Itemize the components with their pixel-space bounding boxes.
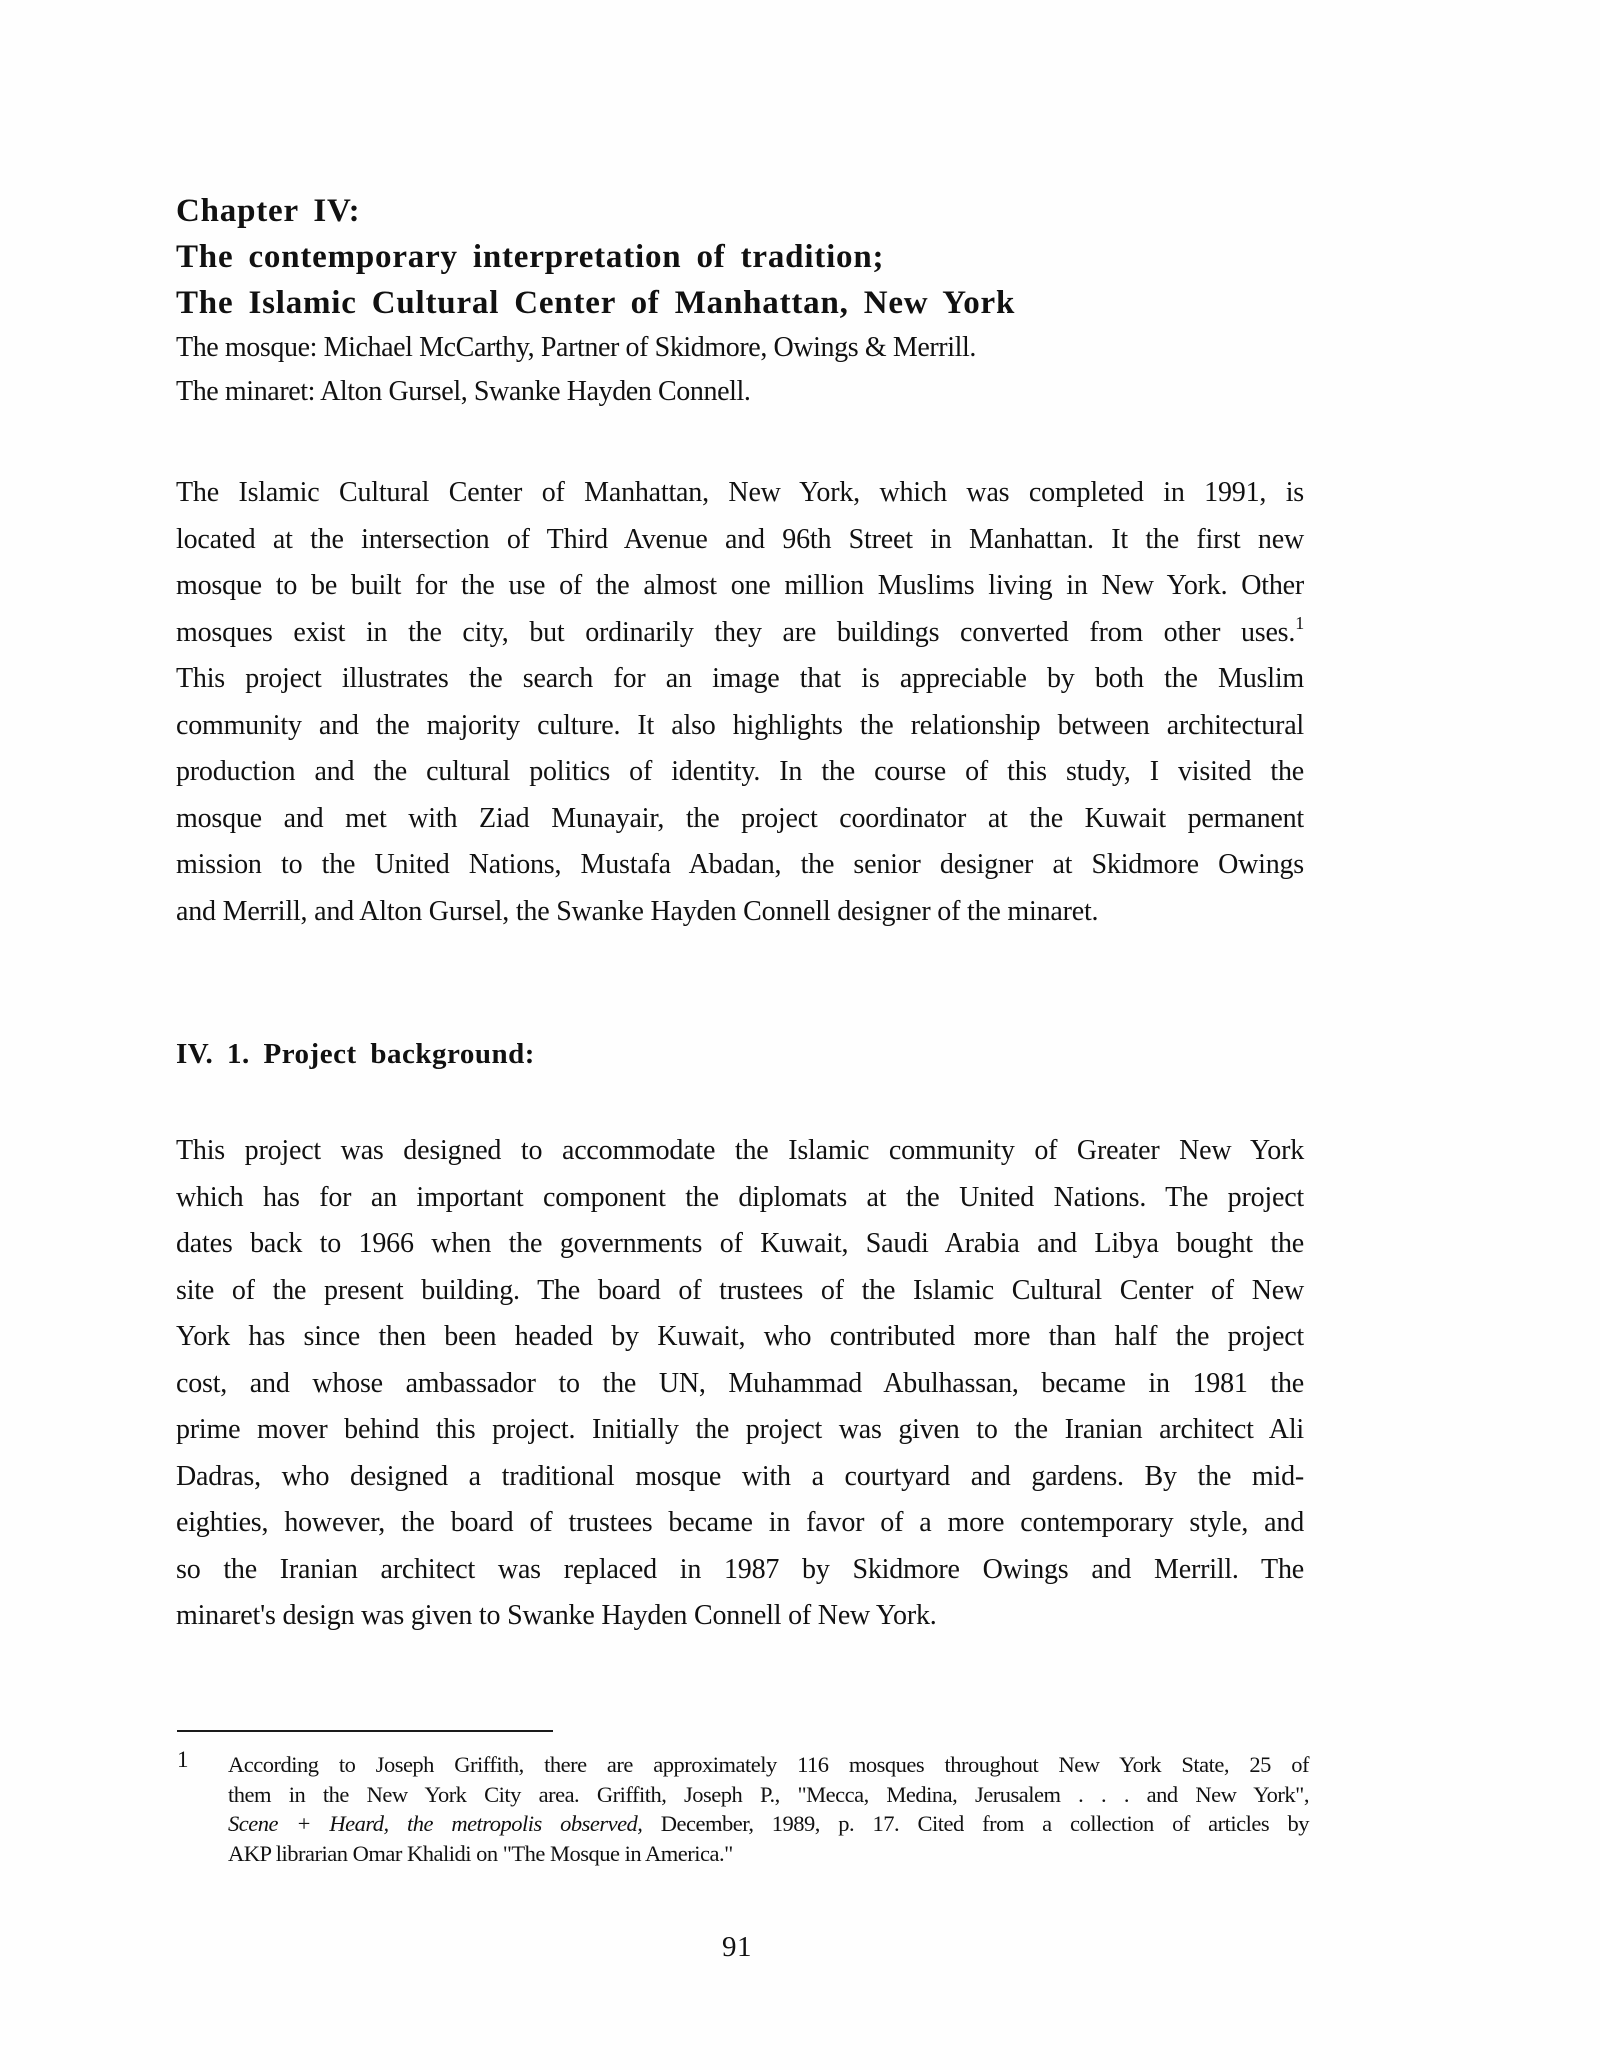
paragraph-line: prime mover behind this project. Initially the project was given to the Iranian architect Ali bbox=[176, 1414, 1304, 1445]
paragraph-line: mosque and met with Ziad Munayair, the project coordinator at the Kuwait permanent bbox=[176, 802, 1304, 834]
paragraph-line: York has since then been headed by Kuwait, who contributed more than half the project bbox=[176, 1321, 1304, 1352]
background-paragraph bbox=[176, 1128, 1304, 1640]
footnote-line: According to Joseph Griffith, there are approximately 116 mosques throughout New York State, 25 of bbox=[228, 1752, 1309, 1777]
paragraph-line: located at the intersection of Third Avenue and 96th Street in Manhattan. It the first new bbox=[176, 523, 1304, 555]
credit-minaret: The minaret: Alton Gursel, Swanke Hayden Connell. bbox=[176, 376, 751, 407]
footnote-text bbox=[228, 1750, 1309, 1868]
paragraph-line: This project illustrates the search for an image that is appreciable by both the Muslim bbox=[176, 663, 1304, 694]
footnote-line bbox=[228, 1809, 1309, 1839]
chapter-label: Chapter IV: bbox=[176, 193, 361, 229]
footnote-number: 1 bbox=[177, 1747, 189, 1772]
paragraph-line: eighties, however, the board of trustees became in favor of a more contemporary style, and bbox=[176, 1507, 1304, 1538]
paragraph-line: which has for an important component the diplomats at the United Nations. The project bbox=[176, 1181, 1304, 1213]
paragraph-line: This project was designed to accommodate the Islamic community of Greater New York bbox=[176, 1135, 1304, 1166]
paragraph-line: community and the majority culture. It also highlights the relationship between architectural bbox=[176, 709, 1304, 741]
paragraph-line: and Merrill, and Alton Gursel, the Swanke Hayden Connell designer of the minaret. bbox=[176, 895, 1099, 927]
paragraph-line: mission to the United Nations, Mustafa Abadan, the senior designer at Skidmore Owings bbox=[176, 849, 1304, 880]
footnote-line: AKP librarian Omar Khalidi on "The Mosque in America." bbox=[228, 1840, 733, 1866]
paragraph-line: site of the present building. The board of trustees of the Islamic Cultural Center of New bbox=[176, 1274, 1304, 1306]
paragraph-line: The Islamic Cultural Center of Manhattan, New York, which was completed in 1991, is bbox=[176, 477, 1304, 508]
paragraph-line: Dadras, who designed a traditional mosque with a courtyard and gardens. By the mid- bbox=[176, 1460, 1304, 1492]
citation-title: Scene + Heard, the metropolis observed, bbox=[228, 1811, 643, 1836]
footnote-reference[interactable]: 1 bbox=[1295, 612, 1304, 633]
paragraph-line-with-footnote-ref bbox=[176, 610, 1304, 657]
chapter-heading-block bbox=[176, 188, 1316, 414]
paragraph-line: cost, and whose ambassador to the UN, Muhammad Abulhassan, became in 1981 the bbox=[176, 1367, 1304, 1399]
paragraph-line: so the Iranian architect was replaced in 1987 by Skidmore Owings and Merrill. The bbox=[176, 1553, 1304, 1585]
page-number: 91 bbox=[722, 1931, 752, 1963]
paragraph-line-text: mosques exist in the city, but ordinarily they are buildings converted from other uses. bbox=[176, 616, 1296, 648]
paragraph-line: dates back to 1966 when the governments of Kuwait, Saudi Arabia and Libya bought the bbox=[176, 1228, 1304, 1259]
citation-details: December, 1989, p. 17. Cited from a collection of articles by bbox=[642, 1811, 1309, 1836]
credit-mosque: The mosque: Michael McCarthy, Partner of Skidmore, Owings & Merrill. bbox=[176, 332, 976, 363]
intro-paragraph bbox=[176, 470, 1304, 935]
section-heading: IV. 1. Project background: bbox=[176, 1038, 535, 1070]
footnote-line: them in the New York City area. Griffith, Joseph P., "Mecca, Medina, Jerusalem . . . and New York", bbox=[228, 1781, 1309, 1807]
chapter-title-line-1: The contemporary interpretation of tradition; bbox=[176, 239, 885, 275]
chapter-title-line-2: The Islamic Cultural Center of Manhattan, New York bbox=[176, 285, 1016, 321]
paragraph-line: minaret's design was given to Swanke Hayden Connell of New York. bbox=[176, 1600, 937, 1631]
footnote-divider bbox=[177, 1730, 553, 1732]
paragraph-line: mosque to be built for the use of the almost one million Muslims living in New York. Other bbox=[176, 570, 1304, 601]
paragraph-line: production and the cultural politics of identity. In the course of this study, I visited the bbox=[176, 756, 1304, 787]
